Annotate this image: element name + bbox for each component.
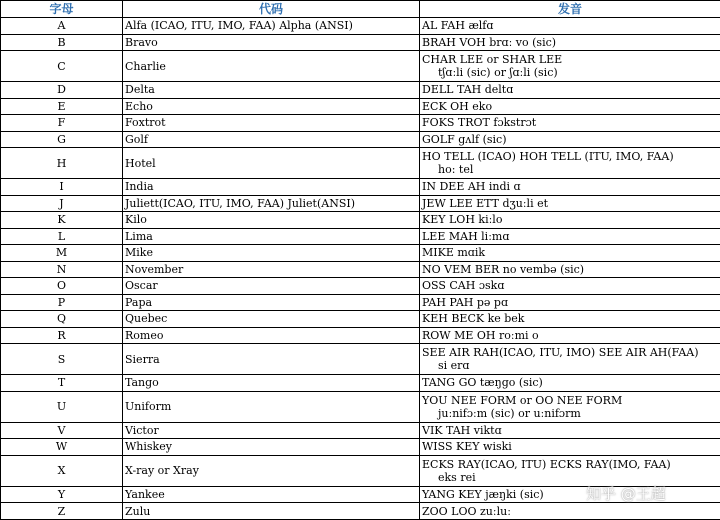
letter-cell: D <box>1 82 123 99</box>
code-word-cell: Oscar <box>123 278 420 295</box>
table-row <box>1 455 720 486</box>
code-word-cell: Delta <box>123 82 420 99</box>
pronunciation-cell <box>420 278 720 295</box>
letter-cell: R <box>1 327 123 344</box>
pronunciation-cell <box>420 51 720 82</box>
watermark: 知乎 @王超 <box>586 485 666 503</box>
table-row <box>1 228 720 245</box>
table-row <box>1 212 720 229</box>
pronunciation-line: tʃɑːli (sic) or ʃɑːli (sic) <box>438 66 558 80</box>
code-word-cell: Quebec <box>123 311 420 328</box>
pronunciation-line: AL FAH ælfɑ <box>422 19 494 33</box>
code-word-cell: Hotel <box>123 148 420 179</box>
code-word-cell: Alfa (ICAO, ITU, IMO, FAA) Alpha (ANSI) <box>123 18 420 35</box>
code-word-cell: Lima <box>123 228 420 245</box>
code-word-cell: November <box>123 261 420 278</box>
letter-cell: B <box>1 34 123 51</box>
letter-cell: H <box>1 148 123 179</box>
code-word-cell: Kilo <box>123 212 420 229</box>
table-row <box>1 51 720 82</box>
pronunciation-cell <box>420 327 720 344</box>
code-word-cell: Zulu <box>123 503 420 520</box>
pronunciation-line: YOU NEE FORM or OO NEE FORM <box>422 393 623 407</box>
letter-cell: P <box>1 294 123 311</box>
pronunciation-line: si erɑ <box>438 359 470 373</box>
table-row <box>1 278 720 295</box>
code-word-cell: India <box>123 179 420 196</box>
pronunciation-cell <box>420 131 720 148</box>
letter-cell: G <box>1 131 123 148</box>
table-row <box>1 311 720 328</box>
pronunciation-cell <box>420 195 720 212</box>
pronunciation-line: KEY LOH kiːlo <box>422 213 503 227</box>
pronunciation-line: CHAR LEE or SHAR LEE <box>422 53 563 67</box>
code-word-cell: Mike <box>123 245 420 262</box>
letter-cell: E <box>1 98 123 115</box>
letter-cell: T <box>1 375 123 392</box>
table-row <box>1 195 720 212</box>
code-word-cell: Whiskey <box>123 439 420 456</box>
pronunciation-column-header: 发音 <box>420 1 720 18</box>
pronunciation-cell <box>420 82 720 99</box>
code-word-cell: Tango <box>123 375 420 392</box>
pronunciation-line: YANG KEY jæŋki (sic) <box>422 487 544 501</box>
pronunciation-line: WISS KEY wiski <box>422 440 512 454</box>
pronunciation-cell <box>420 439 720 456</box>
table-row <box>1 294 720 311</box>
code-word-cell: Charlie <box>123 51 420 82</box>
pronunciation-line: SEE AIR RAH(ICAO, ITU, IMO) SEE AIR AH(FAA) <box>422 346 699 360</box>
code-word-cell: X-ray or Xray <box>123 455 420 486</box>
code-column-header: 代码 <box>123 1 420 18</box>
pronunciation-line: ECKS RAY(ICAO, ITU) ECKS RAY(IMO, FAA) <box>422 457 671 471</box>
pronunciation-line: TANG GO tæŋgo (sic) <box>422 376 543 390</box>
code-word-cell: Bravo <box>123 34 420 51</box>
pronunciation-line: ECK OH eko <box>422 99 493 113</box>
letter-cell: I <box>1 179 123 196</box>
table-row <box>1 422 720 439</box>
pronunciation-cell <box>420 344 720 375</box>
code-word-cell: Victor <box>123 422 420 439</box>
pronunciation-cell <box>420 391 720 422</box>
table-row <box>1 503 720 520</box>
pronunciation-cell <box>420 228 720 245</box>
table-row <box>1 344 720 375</box>
letter-cell: A <box>1 18 123 35</box>
table-row <box>1 245 720 262</box>
pronunciation-line: VIK TAH viktɑ <box>422 423 502 437</box>
pronunciation-cell <box>420 422 720 439</box>
code-word-cell: Golf <box>123 131 420 148</box>
pronunciation-line: KEH BECK ke bek <box>422 312 525 326</box>
table-row <box>1 375 720 392</box>
pronunciation-line: JEW LEE ETT dʒuːli et <box>422 196 549 210</box>
letter-cell: W <box>1 439 123 456</box>
pronunciation-line: NO VEM BER no vembə (sic) <box>422 262 585 276</box>
letter-cell: O <box>1 278 123 295</box>
pronunciation-line: FOKS TROT fɔkstrɔt <box>422 116 537 130</box>
pronunciation-cell <box>420 375 720 392</box>
table-row <box>1 131 720 148</box>
code-word-cell: Sierra <box>123 344 420 375</box>
letter-column-header: 字母 <box>1 1 123 18</box>
letter-cell: F <box>1 115 123 132</box>
pronunciation-cell <box>420 311 720 328</box>
pronunciation-line: BRAH VOH brɑː vo (sic) <box>422 35 557 49</box>
table-row <box>1 261 720 278</box>
code-word-cell: Foxtrot <box>123 115 420 132</box>
pronunciation-cell <box>420 179 720 196</box>
letter-cell: K <box>1 212 123 229</box>
letter-cell: X <box>1 455 123 486</box>
pronunciation-cell <box>420 148 720 179</box>
table-row <box>1 327 720 344</box>
letter-cell: U <box>1 391 123 422</box>
pronunciation-line: LEE MAH liːmɑ <box>422 229 510 243</box>
table-row <box>1 179 720 196</box>
pronunciation-line: ROW ME OH roːmi o <box>422 328 539 342</box>
table-row <box>1 18 720 35</box>
code-word-cell: Echo <box>123 98 420 115</box>
letter-cell: Q <box>1 311 123 328</box>
pronunciation-line: eks rei <box>438 470 476 484</box>
pronunciation-cell <box>420 294 720 311</box>
code-word-cell: Uniform <box>123 391 420 422</box>
pronunciation-cell <box>420 98 720 115</box>
pronunciation-line: ZOO LOO zuːluː <box>422 504 511 518</box>
pronunciation-cell <box>420 34 720 51</box>
pronunciation-line: juːnifɔːm (sic) or uːnifɔrm <box>438 406 581 420</box>
pronunciation-cell <box>420 261 720 278</box>
letter-cell: Z <box>1 503 123 520</box>
pronunciation-cell <box>420 115 720 132</box>
pronunciation-line: DELL TAH deltɑ <box>422 83 514 97</box>
pronunciation-line: HO TELL (ICAO) HOH TELL (ITU, IMO, FAA) <box>422 150 674 164</box>
pronunciation-line: OSS CAH ɔskɑ <box>422 279 505 293</box>
table-row <box>1 391 720 422</box>
letter-cell: N <box>1 261 123 278</box>
code-word-cell: Yankee <box>123 486 420 503</box>
pronunciation-line: MIKE mɑik <box>422 246 486 260</box>
pronunciation-cell <box>420 245 720 262</box>
code-word-cell: Juliett(ICAO, ITU, IMO, FAA) Juliet(ANSI) <box>123 195 420 212</box>
table-row <box>1 98 720 115</box>
code-word-cell: Papa <box>123 294 420 311</box>
letter-cell: V <box>1 422 123 439</box>
letter-cell: J <box>1 195 123 212</box>
pronunciation-line: ho: tel <box>438 163 474 177</box>
table-row <box>1 439 720 456</box>
letter-cell: Y <box>1 486 123 503</box>
pronunciation-line: PAH PAH pə pɑ <box>422 295 508 309</box>
table-row <box>1 115 720 132</box>
pronunciation-line: GOLF gʌlf (sic) <box>422 132 507 146</box>
pronunciation-line: IN DEE AH indi ɑ <box>422 180 521 194</box>
table-row <box>1 34 720 51</box>
letter-cell: M <box>1 245 123 262</box>
table-body <box>1 18 720 520</box>
pronunciation-cell <box>420 18 720 35</box>
pronunciation-cell <box>420 212 720 229</box>
letter-cell: C <box>1 51 123 82</box>
header-row <box>1 1 720 18</box>
pronunciation-cell <box>420 455 720 486</box>
letter-cell: S <box>1 344 123 375</box>
table-row <box>1 148 720 179</box>
letter-cell: L <box>1 228 123 245</box>
code-word-cell: Romeo <box>123 327 420 344</box>
table-row <box>1 82 720 99</box>
pronunciation-cell <box>420 486 720 503</box>
pronunciation-cell <box>420 503 720 520</box>
